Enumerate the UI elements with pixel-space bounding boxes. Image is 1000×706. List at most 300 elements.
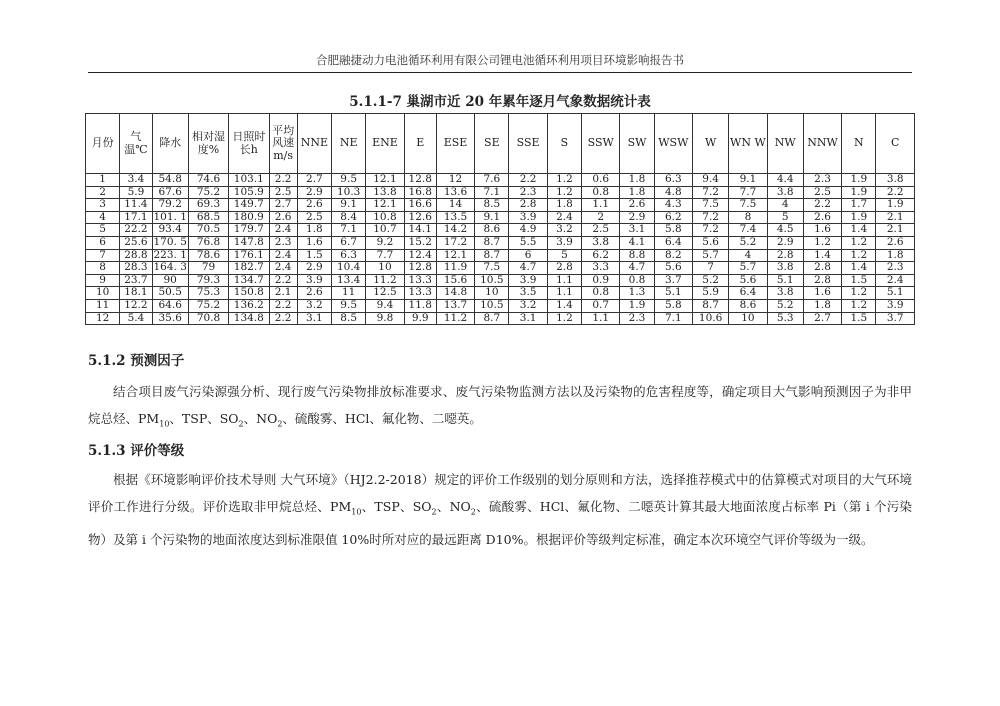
table-cell: 2.2 xyxy=(269,274,297,287)
column-header: S xyxy=(547,114,581,174)
table-cell: 8.8 xyxy=(620,249,654,262)
table-cell: 10.8 xyxy=(366,211,404,224)
table-cell: 25.6 xyxy=(120,236,152,249)
table-cell: 0.7 xyxy=(582,299,620,312)
table-cell: 7.2 xyxy=(692,224,728,237)
table-cell: 11.4 xyxy=(120,199,152,212)
table-cell: 2.1 xyxy=(876,224,915,237)
table-cell: 9.2 xyxy=(366,236,404,249)
table-cell: 5.7 xyxy=(729,262,767,275)
table-cell: 6.3 xyxy=(654,174,692,187)
table-cell: 2.5 xyxy=(269,186,297,199)
table-cell: 5.6 xyxy=(729,274,767,287)
table-cell: 13.3 xyxy=(404,274,436,287)
column-header: E xyxy=(404,114,436,174)
para-subscript: 10 xyxy=(159,419,170,429)
table-cell: 1.8 xyxy=(803,299,841,312)
table-cell: 103.1 xyxy=(229,174,269,187)
para-text: 根据《环境影响评价技术导则 大气环境》（HJ2.2-2018）规定的评价工作级别的划分原则和方法，选择推荐模式中的估算模式对项目的大气环境评价工作进行分级。评价选取非甲烷总烃、PM xyxy=(88,472,912,514)
para-text: 、NO xyxy=(436,499,471,514)
table-cell: 5.4 xyxy=(120,312,152,325)
table-cell: 5.2 xyxy=(729,236,767,249)
table-cell: 1.2 xyxy=(842,287,876,300)
table-cell: 1.4 xyxy=(842,224,876,237)
table-cell: 23.7 xyxy=(120,274,152,287)
table-cell: 101. 1 xyxy=(153,211,187,223)
table-cell: 5.8 xyxy=(654,224,692,237)
table-cell: 150.8 xyxy=(229,287,269,300)
table-cell: 1.6 xyxy=(803,224,841,237)
table-cell: 2.8 xyxy=(547,262,581,275)
table-cell: 64.6 xyxy=(152,299,188,312)
table-cell: 3.1 xyxy=(297,312,331,325)
column-header: SE xyxy=(475,114,509,174)
table-cell: 12 xyxy=(436,174,474,187)
para-subscript: 2 xyxy=(277,419,283,429)
column-header: 平均风速m/s xyxy=(269,114,297,174)
table-cell: 1.2 xyxy=(803,236,841,249)
table-cell: 10 xyxy=(86,287,120,300)
table-cell: 8.5 xyxy=(332,312,366,325)
table-cell: 2.2 xyxy=(803,199,841,212)
table-cell: 79.2 xyxy=(152,199,188,212)
table-cell: 2.7 xyxy=(297,174,331,187)
table-cell: 9.1 xyxy=(332,199,366,212)
table-cell: 16.8 xyxy=(404,186,436,199)
table-cell: 8.2 xyxy=(654,249,692,262)
table-row xyxy=(86,186,915,199)
table-cell: 2.7 xyxy=(269,199,297,212)
table-cell: 14 xyxy=(436,199,474,212)
table-cell: 2.4 xyxy=(269,249,297,262)
table-cell: 67.6 xyxy=(152,186,188,199)
table-cell: 3.2 xyxy=(297,299,331,312)
table-cell: 76.8 xyxy=(188,236,228,249)
table-cell: 1.1 xyxy=(582,312,620,325)
table-cell: 2.5 xyxy=(803,186,841,199)
table-cell: 10 xyxy=(366,262,404,275)
table-cell: 176.1 xyxy=(229,249,269,262)
table-cell: 68.5 xyxy=(188,211,228,224)
table-cell: 4 xyxy=(729,249,767,262)
table-cell: 7.1 xyxy=(654,312,692,325)
table-row xyxy=(86,249,915,262)
column-header: 月份 xyxy=(86,114,120,174)
table-cell: 9.9 xyxy=(404,312,436,325)
table-cell: 6.7 xyxy=(332,236,366,249)
table-cell: 3.1 xyxy=(620,224,654,237)
table-cell: 9.8 xyxy=(366,312,404,325)
table-cell: 182.7 xyxy=(229,262,269,275)
table-cell: 3.3 xyxy=(582,262,620,275)
table-cell: 93.4 xyxy=(152,224,188,237)
table-cell: 1.9 xyxy=(842,186,876,199)
table-cell: 1.1 xyxy=(582,199,620,212)
table-cell: 164. 3 xyxy=(153,261,187,274)
table-cell: 4.3 xyxy=(654,199,692,212)
table-cell: 1.6 xyxy=(803,287,841,300)
column-header: SSE xyxy=(509,114,547,174)
table-cell: 3.5 xyxy=(509,287,547,300)
table-cell: 6 xyxy=(509,249,547,262)
table-cell: 75.2 xyxy=(188,299,228,312)
table-cell: 2.4 xyxy=(269,224,297,237)
table-cell: 1.8 xyxy=(620,174,654,187)
section-title-assessment-level: 5.1.3 评价等级 xyxy=(88,443,185,459)
table-cell: 8.6 xyxy=(729,299,767,312)
para-subscript: 10 xyxy=(351,507,362,517)
table-cell: 78.6 xyxy=(188,249,228,262)
table-cell: 10.4 xyxy=(332,262,366,275)
table-cell: 6.4 xyxy=(654,236,692,249)
column-header: ESE xyxy=(436,114,474,174)
table-cell: 28.8 xyxy=(120,249,152,262)
table-cell: 5 xyxy=(547,249,581,262)
table-cell: 3.7 xyxy=(654,274,692,287)
table-cell: 12.8 xyxy=(404,262,436,275)
table-cell: 1.4 xyxy=(842,262,876,275)
table-cell: 0.6 xyxy=(582,174,620,187)
table-cell: 7.7 xyxy=(729,186,767,199)
table-cell: 1.6 xyxy=(297,236,331,249)
table-cell: 1.9 xyxy=(842,174,876,187)
table-cell: 54.8 xyxy=(152,174,188,187)
table-cell: 8 xyxy=(729,211,767,224)
table-cell: 74.6 xyxy=(188,174,228,187)
table-caption: 5.1.1-7 巢湖市近 20 年累年逐月气象数据统计表 xyxy=(349,94,651,110)
table-cell: 2.7 xyxy=(803,312,841,325)
table-cell: 2.5 xyxy=(582,224,620,237)
table-cell: 2.4 xyxy=(876,274,915,287)
column-header: WSW xyxy=(654,114,692,174)
table-cell: 1 xyxy=(86,174,120,187)
table-cell: 1.9 xyxy=(876,199,915,212)
table-cell: 7.5 xyxy=(692,199,728,212)
table-cell: 1.5 xyxy=(297,249,331,262)
table-cell: 4.1 xyxy=(620,236,654,249)
table-cell: 2.5 xyxy=(297,211,331,224)
table-cell: 170. 5 xyxy=(153,236,187,248)
table-cell: 16.6 xyxy=(404,199,436,212)
paragraph-assessment-level xyxy=(88,466,912,553)
table-cell: 7.4 xyxy=(729,224,767,237)
table-cell: 134.7 xyxy=(229,274,269,287)
table-cell: 4.7 xyxy=(509,262,547,275)
table-cell: 4 xyxy=(767,199,803,212)
table-cell: 12.4 xyxy=(404,249,436,262)
table-cell: 2.6 xyxy=(620,199,654,212)
table-cell: 7.5 xyxy=(729,199,767,212)
table-cell: 8.6 xyxy=(475,224,509,237)
table-cell: 10.7 xyxy=(366,224,404,237)
table-cell: 10 xyxy=(729,312,767,325)
table-cell: 179.7 xyxy=(229,224,269,237)
table-cell: 5.1 xyxy=(876,287,915,300)
table-cell: 5 xyxy=(767,211,803,224)
table-cell: 2.4 xyxy=(269,262,297,275)
header-divider xyxy=(88,72,912,73)
table-cell: 5.3 xyxy=(767,312,803,325)
table-cell: 10.5 xyxy=(475,274,509,287)
table-cell: 1.8 xyxy=(547,199,581,212)
table-row xyxy=(86,174,915,187)
table-cell: 2.2 xyxy=(876,186,915,199)
para-text: 、TSP、SO xyxy=(361,499,432,514)
table-cell: 4.9 xyxy=(509,224,547,237)
table-cell: 13.3 xyxy=(404,287,436,300)
table-cell: 6 xyxy=(86,236,120,249)
table-cell: 3.9 xyxy=(297,274,331,287)
table-cell: 2 xyxy=(582,211,620,224)
table-cell: 7.2 xyxy=(692,186,728,199)
table-row xyxy=(86,299,915,312)
table-cell: 10 xyxy=(475,287,509,300)
table-cell: 0.8 xyxy=(582,287,620,300)
table-cell: 7 xyxy=(86,249,120,262)
table-cell: 13.6 xyxy=(436,186,474,199)
table-cell: 4.5 xyxy=(767,224,803,237)
table-cell: 75.2 xyxy=(188,186,228,199)
document-header: 合肥融捷动力电池循环利用有限公司锂电池循环利用项目环境影响报告书 xyxy=(316,53,684,67)
table-cell: 8.4 xyxy=(332,211,366,224)
table-cell: 9.1 xyxy=(475,211,509,224)
table-cell: 4 xyxy=(86,211,120,224)
table-cell: 69.3 xyxy=(188,199,228,212)
table-row xyxy=(86,236,915,249)
table-cell: 1.9 xyxy=(620,299,654,312)
table-cell: 2.8 xyxy=(803,274,841,287)
table-cell: 5.8 xyxy=(654,299,692,312)
table-cell: 9 xyxy=(86,274,120,287)
table-cell: 1.2 xyxy=(842,299,876,312)
table-cell: 4.7 xyxy=(620,262,654,275)
table-cell: 6.2 xyxy=(654,211,692,224)
table-cell: 8 xyxy=(86,262,120,275)
column-header: SW xyxy=(620,114,654,174)
table-cell: 7.5 xyxy=(475,262,509,275)
table-cell: 90 xyxy=(152,274,188,287)
table-cell: 5.5 xyxy=(509,236,547,249)
table-cell: 1.4 xyxy=(547,299,581,312)
para-text: 、硫酸雾、HCl、氟化物、二噁英计算其最大地面浓度占标率 Pi（第 i 个污染物）及第 i 个污染物的地面浓度达到标准限值 10%时所对应的最远距离 D10%。根据评价等级判定标准，确定本次环境空气评价等级为一级。 xyxy=(88,499,913,547)
table-cell: 8.7 xyxy=(475,249,509,262)
table-cell: 2.6 xyxy=(803,211,841,224)
table-cell: 0.9 xyxy=(582,274,620,287)
table-cell: 13.7 xyxy=(436,299,474,312)
table-cell: 2.1 xyxy=(269,287,297,300)
column-header: 相对湿度% xyxy=(188,114,228,174)
table-cell: 10.3 xyxy=(332,186,366,199)
column-header: C xyxy=(876,114,915,174)
column-header: 气温℃ xyxy=(120,114,152,174)
table-cell: 3.9 xyxy=(509,274,547,287)
table-cell: 3.8 xyxy=(876,174,915,187)
table-cell: 75.3 xyxy=(188,287,228,300)
table-cell: 15.2 xyxy=(404,236,436,249)
para-text: 、NO xyxy=(243,411,278,426)
table-cell: 180.9 xyxy=(229,211,269,224)
table-cell: 1.2 xyxy=(842,249,876,262)
table-cell: 8.7 xyxy=(475,236,509,249)
table-cell: 3.1 xyxy=(509,312,547,325)
table-cell: 2.3 xyxy=(620,312,654,325)
table-cell: 12 xyxy=(86,312,120,325)
column-header: 降水 xyxy=(152,114,188,174)
table-cell: 2 xyxy=(86,186,120,199)
table-cell: 22.2 xyxy=(120,224,152,237)
table-cell: 12.6 xyxy=(404,211,436,224)
table-cell: 8.7 xyxy=(475,312,509,325)
table-cell: 1.3 xyxy=(620,287,654,300)
table-cell: 1.1 xyxy=(547,274,581,287)
table-cell: 11.2 xyxy=(366,274,404,287)
table-cell: 147.8 xyxy=(229,236,269,249)
table-cell: 6.4 xyxy=(729,287,767,300)
table-cell: 3.7 xyxy=(876,312,915,325)
table-cell: 6.2 xyxy=(582,249,620,262)
table-cell: 7.1 xyxy=(332,224,366,237)
table-cell: 79.3 xyxy=(188,274,228,287)
table-row xyxy=(86,287,915,300)
column-header: SSW xyxy=(582,114,620,174)
table-cell: 14.1 xyxy=(404,224,436,237)
table-cell: 1.8 xyxy=(620,186,654,199)
column-header: WN W xyxy=(729,114,767,174)
table-cell: 10.6 xyxy=(692,312,728,325)
table-cell: 2.8 xyxy=(803,262,841,275)
table-cell: 11 xyxy=(332,287,366,300)
para-subscript: 2 xyxy=(470,507,476,517)
table-cell: 5.9 xyxy=(120,186,152,199)
table-cell: 2.8 xyxy=(509,199,547,212)
column-header: N xyxy=(842,114,876,174)
table-cell: 79 xyxy=(188,262,228,275)
table-cell: 2.6 xyxy=(269,211,297,224)
table-cell: 2.2 xyxy=(269,174,297,187)
table-cell: 136.2 xyxy=(229,299,269,312)
table-cell: 11 xyxy=(86,299,120,312)
table-cell: 2.9 xyxy=(297,186,331,199)
table-cell: 2.3 xyxy=(269,236,297,249)
table-cell: 15.6 xyxy=(436,274,474,287)
table-cell: 9.1 xyxy=(729,174,767,187)
table-cell: 5.2 xyxy=(767,299,803,312)
table-cell: 2.3 xyxy=(509,186,547,199)
table-cell: 8.5 xyxy=(475,199,509,212)
table-cell: 4.4 xyxy=(767,174,803,187)
para-text: PM xyxy=(138,411,160,426)
table-cell: 12.8 xyxy=(404,174,436,187)
table-cell: 1.2 xyxy=(547,186,581,199)
table-row xyxy=(86,312,915,325)
para-subscript: 2 xyxy=(238,419,244,429)
table-cell: 7 xyxy=(692,262,728,275)
table-cell: 50.5 xyxy=(152,287,188,300)
table-cell: 1.2 xyxy=(547,174,581,187)
table-cell: 2.4 xyxy=(547,211,581,224)
table-cell: 5.6 xyxy=(692,236,728,249)
table-cell: 1.7 xyxy=(842,199,876,212)
table-cell: 70.5 xyxy=(188,224,228,237)
table-header-row xyxy=(86,114,915,174)
table-cell: 2.3 xyxy=(803,174,841,187)
table-cell: 13.8 xyxy=(366,186,404,199)
table-cell: 11.2 xyxy=(436,312,474,325)
table-cell: 7.6 xyxy=(475,174,509,187)
table-cell: 1.2 xyxy=(547,312,581,325)
table-cell: 3.8 xyxy=(767,262,803,275)
table-cell: 0.8 xyxy=(582,186,620,199)
table-cell: 134.8 xyxy=(229,312,269,325)
table-cell: 17.1 xyxy=(120,211,152,224)
table-cell: 1.4 xyxy=(803,249,841,262)
table-cell: 3.9 xyxy=(509,211,547,224)
table-cell: 10.5 xyxy=(475,299,509,312)
table-cell: 9.5 xyxy=(332,299,366,312)
table-cell: 2.6 xyxy=(876,236,915,249)
weather-data-table xyxy=(85,113,915,325)
column-header: NNE xyxy=(297,114,331,174)
table-cell: 2.8 xyxy=(767,249,803,262)
table-row xyxy=(86,274,915,287)
table-cell: 2.2 xyxy=(509,174,547,187)
table-cell: 5.7 xyxy=(692,249,728,262)
table-cell: 2.2 xyxy=(269,299,297,312)
table-cell: 14.2 xyxy=(436,224,474,237)
section-title-prediction-factors: 5.1.2 预测因子 xyxy=(88,353,185,369)
table-cell: 105.9 xyxy=(229,186,269,199)
table-cell: 11.9 xyxy=(436,262,474,275)
table-cell: 35.6 xyxy=(152,312,188,325)
table-cell: 28.3 xyxy=(120,262,152,275)
table-cell: 3.9 xyxy=(876,299,915,312)
table-cell: 7.2 xyxy=(692,211,728,224)
table-cell: 70.8 xyxy=(188,312,228,325)
table-cell: 1.9 xyxy=(842,211,876,224)
table-cell: 12.1 xyxy=(436,249,474,262)
column-header: NE xyxy=(332,114,366,174)
table-cell: 3.8 xyxy=(767,287,803,300)
table-cell: 2.9 xyxy=(767,236,803,249)
table-cell: 12.5 xyxy=(366,287,404,300)
table-cell: 1.1 xyxy=(547,287,581,300)
table-cell: 2.9 xyxy=(297,262,331,275)
table-cell: 9.4 xyxy=(692,174,728,187)
table-cell: 2.3 xyxy=(876,262,915,275)
table-cell: 2.1 xyxy=(876,211,915,224)
table-cell: 13.5 xyxy=(436,211,474,224)
para-text: 、TSP、SO xyxy=(169,411,239,426)
column-header: NW xyxy=(767,114,803,174)
table-row xyxy=(86,211,915,224)
table-cell: 1.5 xyxy=(842,274,876,287)
table-cell: 5.9 xyxy=(692,287,728,300)
para-text: 、硫酸雾、HCl、氟化物、二噁英。 xyxy=(282,411,482,426)
table-row xyxy=(86,199,915,212)
table-cell: 5 xyxy=(86,224,120,237)
table-cell: 13.4 xyxy=(332,274,366,287)
table-cell: 12.1 xyxy=(366,174,404,187)
table-cell: 3.2 xyxy=(509,299,547,312)
table-cell: 1.8 xyxy=(876,249,915,262)
table-cell: 149.7 xyxy=(229,199,269,212)
table-cell: 2.6 xyxy=(297,287,331,300)
table-cell: 12.1 xyxy=(366,199,404,212)
table-cell: 3.9 xyxy=(547,236,581,249)
table-cell: 3.8 xyxy=(767,186,803,199)
table-cell: 223. 1 xyxy=(153,249,187,261)
table-cell: 4.8 xyxy=(654,186,692,199)
